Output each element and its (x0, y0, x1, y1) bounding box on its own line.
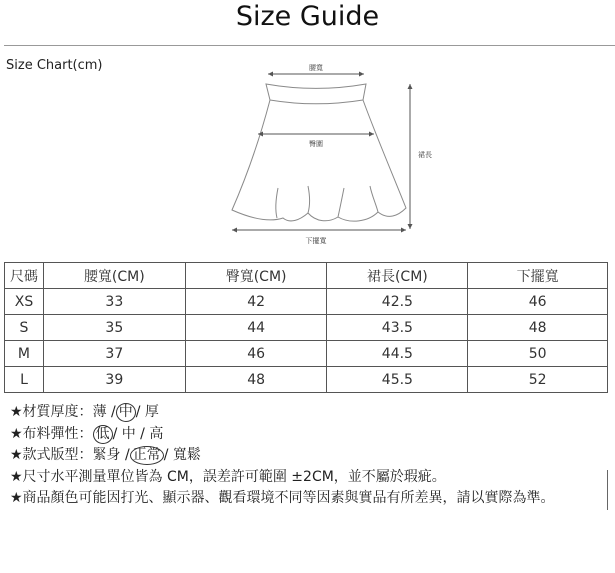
measurement-note: ★尺寸水平測量單位皆為 CM，誤差許可範圍 ±2CM，並不屬於瑕疵。 (10, 468, 446, 485)
edge-line (607, 470, 608, 510)
table-row (5, 289, 608, 315)
table-cell: XS (5, 289, 44, 315)
thickness-note (10, 402, 555, 424)
table-cell: 52 (468, 367, 608, 393)
table-cell: L (5, 367, 44, 393)
length-label: 裙長 (418, 151, 432, 159)
waistband-shape (266, 84, 366, 104)
table-cell: 42.5 (327, 289, 468, 315)
option-text: 高 (149, 425, 164, 442)
option-text: 中 (121, 425, 136, 442)
option-separator: / (135, 425, 150, 442)
table-row (5, 315, 608, 341)
table-cell: 44.5 (327, 341, 468, 367)
header-cell: 下擺寬 (468, 263, 608, 289)
table-header-row (5, 263, 608, 289)
option-separator: / (112, 425, 122, 442)
notes-section (10, 402, 555, 510)
option-separator: / (163, 447, 173, 463)
option-separator: / (120, 447, 130, 463)
option-text: 緊身 (92, 447, 121, 463)
elasticity-note (10, 424, 555, 446)
table-cell: 44 (185, 315, 327, 341)
skirt-body-shape (232, 100, 406, 221)
option-text: 薄 (92, 404, 107, 420)
table-cell: 46 (185, 341, 327, 367)
size-chart-label: Size Chart(cm) (6, 58, 103, 73)
skirt-diagram (220, 58, 430, 250)
table-cell: 33 (43, 289, 185, 315)
waist-label: 腰寬 (309, 64, 323, 72)
option-separator: / (135, 404, 145, 420)
table-cell: 39 (43, 367, 185, 393)
table-row (5, 367, 608, 393)
option-text: 寬鬆 (172, 447, 201, 463)
size-table (4, 262, 608, 393)
table-cell: 37 (43, 341, 185, 367)
table-cell: M (5, 341, 44, 367)
table-cell: 45.5 (327, 367, 468, 393)
table-cell: 35 (43, 315, 185, 341)
table-cell: 48 (468, 315, 608, 341)
note-prefix: ★款式版型： (10, 447, 93, 463)
hem-label: 下擺寬 (305, 237, 327, 245)
fit-note (10, 445, 555, 467)
table-cell: S (5, 315, 44, 341)
table-cell: 46 (468, 289, 608, 315)
color-disclaimer-note: ★商品顏色可能因打光、顯示器、觀看環境不同等因素與實品有所差異，請以實際為準。 (10, 490, 555, 506)
table-cell: 50 (468, 341, 608, 367)
selected-option-circle: 低 (93, 425, 113, 444)
option-text: 厚 (144, 404, 159, 420)
header-cell: 裙長(CM) (327, 263, 468, 289)
hip-label: 臀圍 (309, 140, 323, 148)
header-cell: 腰寬(CM) (43, 263, 185, 289)
table-cell: 48 (185, 367, 327, 393)
header-cell: 尺碼 (5, 263, 44, 289)
selected-option-circle: 中 (116, 403, 136, 422)
note-prefix: ★布料彈性： (10, 425, 93, 442)
table-cell: 42 (185, 289, 327, 315)
note-prefix: ★材質厚度： (10, 404, 93, 420)
table-cell: 43.5 (327, 315, 468, 341)
divider (4, 45, 615, 46)
table-row (5, 341, 608, 367)
page-title: Size Guide (235, 1, 380, 32)
selected-option-circle: 正常 (130, 446, 164, 465)
option-separator: / (106, 404, 116, 420)
header-cell: 臀寬(CM) (185, 263, 327, 289)
